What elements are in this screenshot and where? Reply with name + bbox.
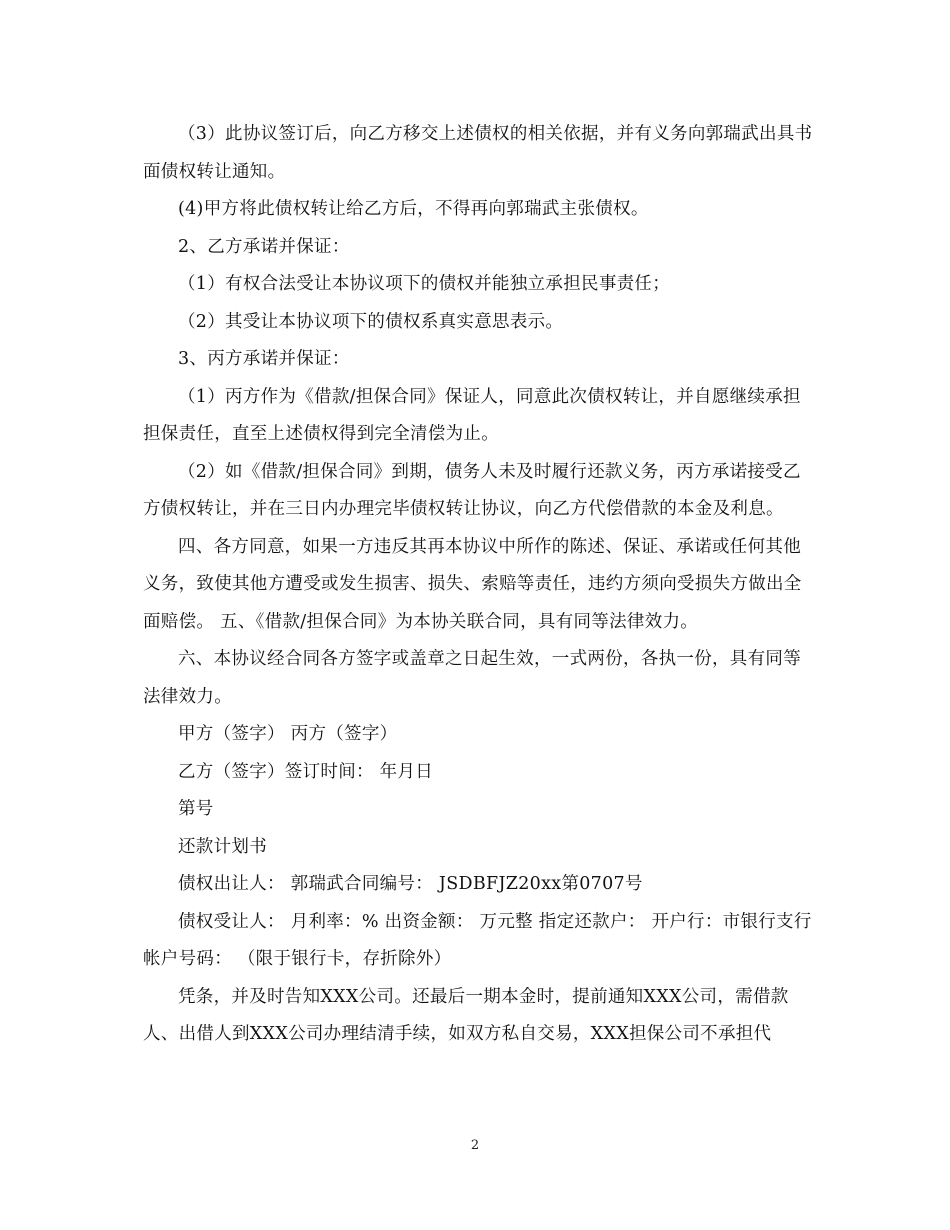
paragraph-transfer-notice: （3）此协议签订后，向乙方移交上述债权的相关依据，并有义务向郭瑞武出具书面债权转让通知。 <box>143 124 813 182</box>
transferor-line: 债权出让人： 郭瑞武合同编号： JSDBFJZ20xx第0707号 <box>178 874 643 894</box>
paragraph-no-further-claim: (4)甲方将此债权转让给乙方后，不得再向郭瑞武主张债权。 <box>178 199 649 219</box>
paragraph-settlement-notice: 凭条，并及时告知XXX公司。还最后一期本金时，提前通知XXX公司，需借款人、出借人到XXX公司办理结清手续，如双方私自交易，XXX担保公司不承担代 <box>143 986 789 1044</box>
document-body <box>143 116 813 1054</box>
signature-line-a-c: 甲方（签字） 丙方（签字） <box>178 724 398 744</box>
signature-line-b-date: 乙方（签字）签订时间： 年月日 <box>178 761 434 782</box>
paragraph-party-c-heading: 3、丙方承诺并保证： <box>178 349 350 369</box>
repayment-plan-title: 还款计划书 <box>178 836 267 857</box>
page-number: 2 <box>470 1138 480 1153</box>
paragraph-clause-4-5: 四、各方同意，如果一方违反其再本协议中所作的陈述、保证、承诺或任何其他义务，致使其他方遭受或发生损害、损失、索赔等责任，违约方须向受损失方做出全面赔偿。 五、《借款/担保合同》为本协关联合同，具有同等法律效力。 <box>143 536 802 632</box>
paragraph-party-b-item-1: （1）有权合法受让本协议项下的债权并能独立承担民事责任； <box>178 274 671 294</box>
paragraph-party-b-item-2: （2）其受让本协议项下的债权系真实意思表示。 <box>178 311 564 332</box>
paragraph-clause-6: 六、本协议经合同各方签字或盖章之日起生效，一式两份，各执一份，具有同等法律效力。 <box>143 649 801 707</box>
paragraph-party-b-heading: 2、乙方承诺并保证： <box>178 236 350 257</box>
document-number-line: 第号 <box>178 799 214 819</box>
paragraph-party-c-item-2: （2）如《借款/担保合同》到期，债务人未及时履行还款义务，丙方承诺接受乙方债权转让，并在三日内办理完毕债权转让协议，向乙方代偿借款的本金及利息。 <box>143 461 801 519</box>
paragraph-party-c-item-1: （1）丙方作为《借款/担保合同》保证人，同意此次债权转让，并自愿继续承担担保责任，直至上述债权得到完全清偿为止。 <box>143 386 801 444</box>
transferee-line: 债权受让人： 月利率：% 出资金额： 万元整 指定还款户： 开户行：市银行支行 帐户号码： （限于银行卡，存折除外） <box>143 911 812 969</box>
